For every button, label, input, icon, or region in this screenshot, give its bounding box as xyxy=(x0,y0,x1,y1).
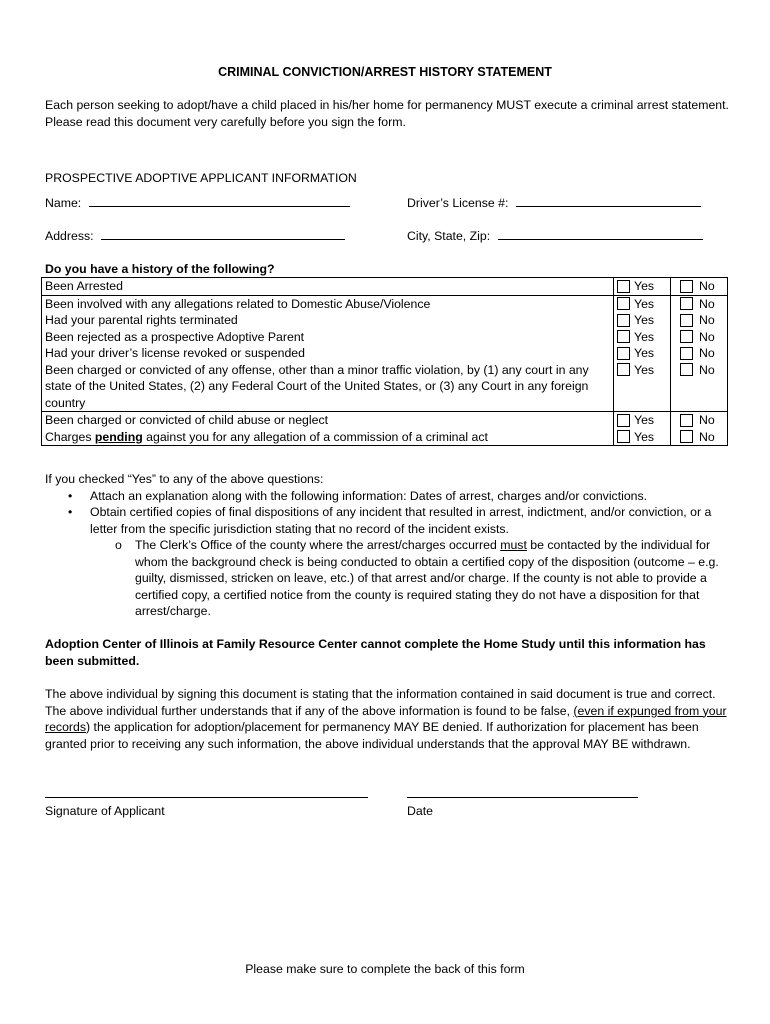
question-text: Been rejected as a prospective Adoptive Parent xyxy=(45,329,305,344)
expunged-note: (even if expunged from your records xyxy=(45,703,727,734)
no-label: No xyxy=(699,362,715,377)
applicant-section-heading: PROSPECTIVE ADOPTIVE APPLICANT INFORMATION xyxy=(45,171,357,185)
yes-option[interactable] xyxy=(614,278,670,295)
yes-option[interactable] xyxy=(614,329,670,346)
no-checkbox[interactable] xyxy=(680,347,693,360)
yes-option[interactable] xyxy=(614,429,670,446)
yes-label: Yes xyxy=(634,346,655,360)
instructions-lead: If you checked “Yes” to any of the above questions: xyxy=(45,472,324,486)
no-option[interactable] xyxy=(671,329,727,346)
no-checkbox[interactable] xyxy=(680,297,693,310)
yes-option[interactable] xyxy=(614,412,670,429)
no-label: No xyxy=(699,313,715,327)
intro-paragraph: Each person seeking to adopt/have a child placed in his/her home for permanency MUST execute a criminal arrest statement. Please read this document very carefully before you sign the form. xyxy=(45,98,729,129)
no-option[interactable] xyxy=(671,362,727,379)
city-state-zip-label: City, State, Zip: xyxy=(407,229,491,243)
question-text: Had your driver’s license revoked or suspended xyxy=(45,346,305,360)
no-label: No xyxy=(699,329,715,344)
date-line[interactable] xyxy=(407,797,638,798)
no-option[interactable] xyxy=(671,412,727,429)
question-text: Been Arrested xyxy=(42,278,614,296)
instructions-list xyxy=(45,488,735,620)
no-label: No xyxy=(699,413,715,427)
footer-note: Please make sure to complete the back of this form xyxy=(245,962,525,976)
no-label: No xyxy=(699,429,715,444)
history-table xyxy=(41,277,728,446)
yes-option[interactable] xyxy=(614,312,670,329)
no-label: No xyxy=(699,279,715,293)
yes-label: Yes xyxy=(634,279,655,293)
date-label: Date xyxy=(407,804,433,818)
list-item: • Obtain certified copies of final dispositions of any incident that resulted in arrest, indictment, and/or conviction, or a letter from the specific jurisdiction stating that no record of the incident exists. o The Clerk’s Office of the county where the arrest/charges occurred must be contacted by the individual for whom the background check is being conducted to obtain a certified copy of the disposition (outcome – e.g. guilty, dismissed, stricken on leave, etc.) of that arrest and/or charge. If the county is not able to provide a certified copy, a certified notice from the county is required stating they do not have a disposition for that arrest/charge. xyxy=(45,504,735,620)
yes-label: Yes xyxy=(634,362,655,377)
form-title: CRIMINAL CONVICTION/ARREST HISTORY STATEMENT xyxy=(218,65,552,79)
yes-checkbox[interactable] xyxy=(617,363,630,376)
yes-checkbox[interactable] xyxy=(617,314,630,327)
question-text: Been charged or convicted of child abuse or neglect xyxy=(45,413,329,427)
table-row xyxy=(42,295,728,412)
no-option[interactable] xyxy=(671,278,727,295)
no-label: No xyxy=(699,346,715,360)
statement-paragraph: The above individual by signing this document is stating that the information contained in said document is true and correct. The above individual further understands that if any of the above information is found to be false, (even if expunged from your records) the application for adoption/placement for permanency MAY BE denied. If authorization for placement has been granted prior to receiving any such information, the above individual understands that the approval MAY BE withdrawn. xyxy=(45,687,727,751)
no-checkbox[interactable] xyxy=(680,314,693,327)
warning-notice: Adoption Center of Illinois at Family Resource Center cannot complete the Home Study until this information has been submitted. xyxy=(45,637,706,668)
no-checkbox[interactable] xyxy=(680,330,693,343)
yes-label: Yes xyxy=(634,313,655,327)
yes-checkbox[interactable] xyxy=(617,430,630,443)
question-text: Charges pending against you for any allegation of a commission of a criminal act xyxy=(45,429,488,444)
drivers-license-label: Driver’s License #: xyxy=(407,196,509,210)
yes-checkbox[interactable] xyxy=(617,414,630,427)
yes-label: Yes xyxy=(634,329,655,344)
no-option[interactable] xyxy=(671,296,727,313)
question-text: Been involved with any allegations related to Domestic Abuse/Violence xyxy=(45,296,431,311)
yes-checkbox[interactable] xyxy=(617,347,630,360)
no-label: No xyxy=(699,296,715,311)
question-text: Been charged or convicted of any offense, other than a minor traffic violation, by (1) any court in any state of the United States, (2) any Federal Court of the United States, or (3) any Court in any foreign country xyxy=(45,362,589,410)
must-emphasis: must xyxy=(500,538,527,552)
yes-checkbox[interactable] xyxy=(617,330,630,343)
name-label: Name: xyxy=(45,196,82,210)
question-text: Had your parental rights terminated xyxy=(45,313,238,327)
signature-label: Signature of Applicant xyxy=(45,804,165,818)
address-field[interactable] xyxy=(45,227,345,245)
no-checkbox[interactable] xyxy=(680,414,693,427)
drivers-license-field[interactable] xyxy=(407,194,701,212)
name-field[interactable] xyxy=(45,194,350,212)
yes-label: Yes xyxy=(634,429,655,444)
no-option[interactable] xyxy=(671,312,727,329)
yes-label: Yes xyxy=(634,413,655,427)
yes-option[interactable] xyxy=(614,345,670,362)
yes-option[interactable] xyxy=(614,296,670,313)
applicant-info-section xyxy=(45,170,357,187)
name-line[interactable] xyxy=(89,194,350,207)
city-state-zip-line[interactable] xyxy=(498,227,703,240)
sub-list xyxy=(90,537,735,620)
yes-label: Yes xyxy=(634,296,655,311)
no-option[interactable] xyxy=(671,429,727,446)
no-checkbox[interactable] xyxy=(680,430,693,443)
yes-option[interactable] xyxy=(614,362,670,379)
yes-checkbox[interactable] xyxy=(617,280,630,293)
no-checkbox[interactable] xyxy=(680,280,693,293)
city-state-zip-field[interactable] xyxy=(407,227,703,245)
signature-line[interactable] xyxy=(45,797,368,798)
history-heading: Do you have a history of the following? xyxy=(45,262,275,276)
address-label: Address: xyxy=(45,229,94,243)
table-row xyxy=(42,412,728,446)
instructions-section xyxy=(45,471,735,620)
pending-emphasis: pending xyxy=(94,429,143,444)
address-line[interactable] xyxy=(101,227,345,240)
drivers-license-line[interactable] xyxy=(516,194,701,207)
list-item: • Attach an explanation along with the following information: Dates of arrest, charges and/or convictions. xyxy=(45,488,735,505)
list-item: o The Clerk’s Office of the county where the arrest/charges occurred must be contacted by the individual for whom the background check is being conducted to obtain a certified copy of the disposition (outcome – e.g. guilty, dismissed, stricken on leave, etc.) of that arrest and/or charge. If the county is not able to provide a certified copy, a certified notice from the county is required stating they do not have a disposition for that arrest/charge. xyxy=(90,537,735,620)
no-option[interactable] xyxy=(671,345,727,362)
yes-checkbox[interactable] xyxy=(617,297,630,310)
no-checkbox[interactable] xyxy=(680,363,693,376)
table-row xyxy=(42,278,728,296)
